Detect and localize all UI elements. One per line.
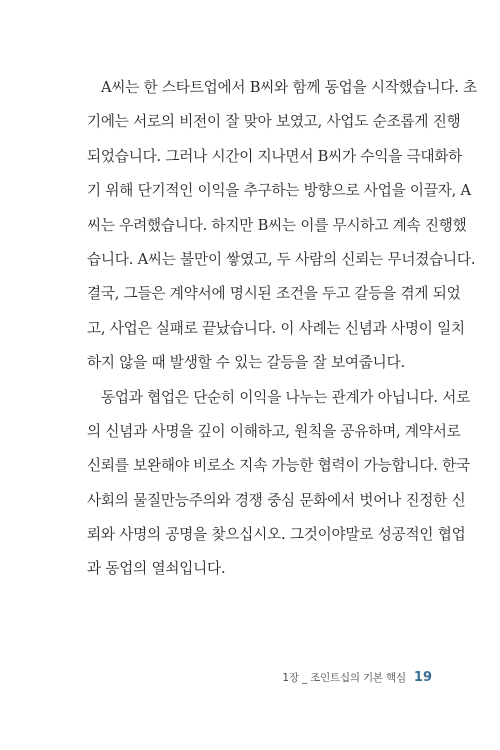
text-line: 의 신념과 사명을 깊이 이해하고, 원칙을 공유하며, 계약서로: [87, 422, 461, 440]
text-line: 기에는 서로의 비전이 잘 맞아 보였고, 사업도 순조롭게 진행: [87, 113, 461, 131]
page-footer: [282, 670, 432, 685]
text-line: 습니다. A씨는 불만이 쌓였고, 두 사람의 신뢰는 무너졌습니다.: [87, 250, 476, 268]
page-number: 19: [413, 670, 432, 685]
text-line: A씨는 한 스타트업에서 B씨와 함께 동업을 시작했습니다. 초: [101, 79, 478, 96]
text-line: 뢰와 사명의 공명을 찾으십시오. 그것이야말로 성공적인 협업: [87, 526, 466, 544]
paragraph-2: [87, 381, 471, 587]
paragraph-1: [87, 71, 478, 381]
text-line: 되었습니다. 그러나 시간이 지나면서 B씨가 수익을 극대화하: [87, 147, 463, 165]
body-text: [87, 71, 478, 587]
text-line: 결국, 그들은 계약서에 명시된 조건을 두고 갈등을 겪게 되었: [87, 285, 461, 303]
text-line: 과 동업의 열쇠입니다.: [87, 560, 226, 578]
text-line: 씨는 우려했습니다. 하지만 B씨는 이를 무시하고 계속 진행했: [87, 216, 467, 234]
running-footer-chapter: 1장 _ 조인트십의 기본 핵심: [282, 672, 406, 684]
text-line: 고, 사업은 실패로 끝났습니다. 이 사례는 신념과 사명이 일치: [87, 319, 465, 337]
text-line: 기 위해 단기적인 이익을 추구하는 방향으로 사업을 이끌자, A: [87, 182, 471, 200]
text-line: 신뢰를 보완해야 비로소 지속 가능한 협력이 가능합니다. 한국: [87, 457, 470, 475]
text-line: 동업과 협업은 단순히 이익을 나누는 관계가 아닙니다. 서로: [101, 388, 471, 406]
text-line: 사회의 물질만능주의와 경쟁 중심 문화에서 벗어나 진정한 신: [87, 491, 466, 509]
text-line: 하지 않을 때 발생할 수 있는 갈등을 잘 보여줍니다.: [87, 354, 405, 372]
